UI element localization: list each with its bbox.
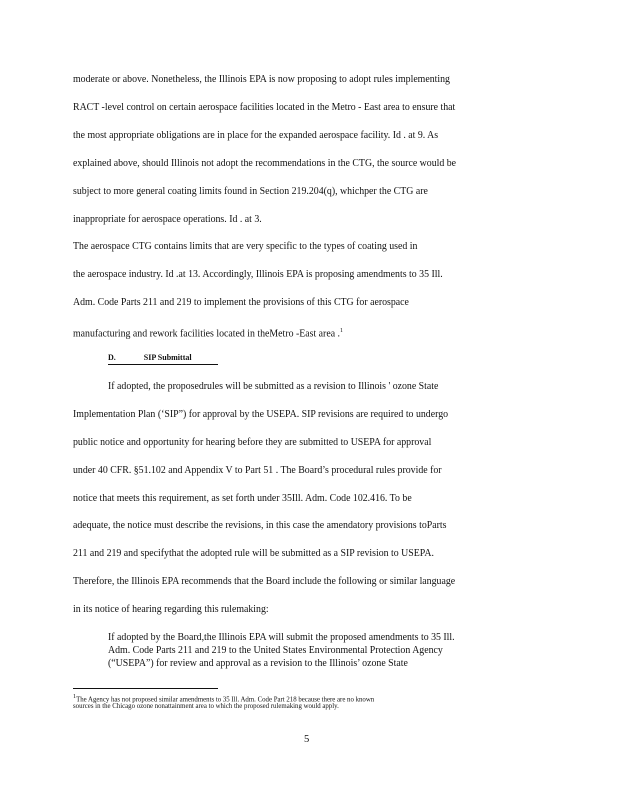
footnote-text: The Agency has not proposed similar amendments to 35 Ill. Adm. Code Part 218 because there are no known	[76, 695, 375, 704]
footnote-line: sources in the Chicago ozone nonattainment area to which the proposed rulemaking would apply.	[73, 702, 339, 710]
page-number: 5	[304, 734, 310, 745]
body-line	[73, 325, 343, 341]
body-line: under 40 CFR. §51.102 and Appendix V to Part 51 . The Board’s procedural rules provide for	[73, 465, 442, 476]
heading-underline	[108, 364, 218, 365]
body-line-text: manufacturing and rework facilities located in theMetro -East area .	[73, 328, 340, 340]
section-heading	[108, 353, 192, 363]
body-line: moderate or above. Nonetheless, the Illinois EPA is now proposing to adopt rules implementing	[73, 74, 450, 85]
body-line: adequate, the notice must describe the revisions, in this case the amendatory provisions toParts	[73, 520, 447, 531]
body-line: RACT -level control on certain aerospace facilities located in the Metro - East area to ensure that	[73, 102, 456, 113]
body-line: the most appropriate obligations are in place for the expanded aerospace facility. Id . at 9. As	[73, 130, 439, 141]
footnote-separator	[73, 688, 218, 689]
footnote-reference: 1	[339, 327, 344, 334]
body-line: 211 and 219 and specifythat the adopted rule will be submitted as a SIP revision to USEPA.	[73, 548, 434, 559]
body-line: subject to more general coating limits found in Section 219.204(q), whichper the CTG are	[73, 186, 428, 197]
body-line: If adopted, the proposedrules will be submitted as a revision to Illinois ' ozone State	[108, 381, 439, 392]
body-line: inappropriate for aerospace operations. Id . at 3.	[73, 214, 262, 225]
body-line: Implementation Plan (‘SIP”) for approval by the USEPA. SIP revisions are required to undergo	[73, 409, 449, 420]
block-quote-line: If adopted by the Board,the Illinois EPA will submit the proposed amendments to 35 Ill.	[108, 632, 455, 643]
body-line: notice that meets this requirement, as set forth under 35Ill. Adm. Code 102.416. To be	[73, 493, 412, 504]
body-line: public notice and opportunity for hearing before they are submitted to USEPA for approval	[73, 437, 432, 448]
section-letter: D.	[108, 353, 116, 362]
block-quote-line: Adm. Code Parts 211 and 219 to the United States Environmental Protection Agency	[108, 645, 443, 656]
body-line: in its notice of hearing regarding this rulemaking:	[73, 604, 269, 615]
body-line: Therefore, the Illinois EPA recommends that the Board include the following or similar language	[73, 576, 456, 587]
block-quote-line: (“USEPA”) for review and approval as a revision to the Illinois’ ozone State	[108, 658, 408, 669]
footnote-marker: 1	[73, 693, 77, 700]
body-line: explained above, should Illinois not adopt the recommendations in the CTG, the source would be	[73, 158, 457, 169]
section-title: SIP Submittal	[143, 353, 192, 362]
body-line: Adm. Code Parts 211 and 219 to implement the provisions of this CTG for aerospace	[73, 297, 409, 308]
body-line: The aerospace CTG contains limits that are very specific to the types of coating used in	[73, 241, 418, 252]
body-line: the aerospace industry. Id .at 13. Accordingly, Illinois EPA is proposing amendments to 35 Ill.	[73, 269, 443, 280]
